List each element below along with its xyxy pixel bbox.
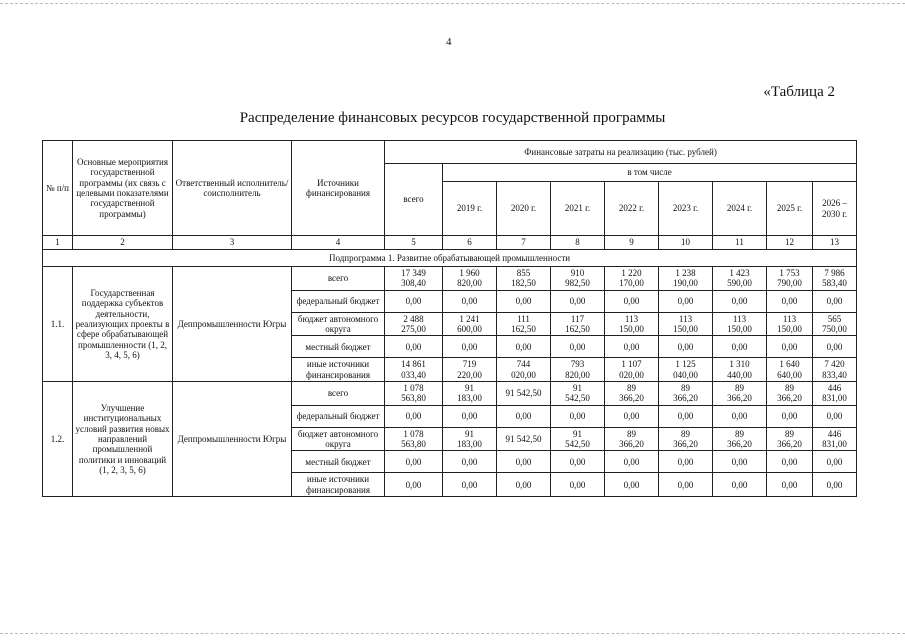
column-number: 12 (767, 236, 813, 250)
amount-year: 113 150,00 (605, 312, 659, 336)
amount-year: 91 542,50 (497, 382, 551, 406)
column-number: 3 (173, 236, 292, 250)
amount-year: 719 220,00 (443, 358, 497, 382)
subprogram-title: Подпрограмма 1. Развитие обрабатывающей промышленности (43, 250, 857, 267)
amount-year: 0,00 (551, 451, 605, 473)
amount-year: 0,00 (551, 336, 605, 358)
header-responsible: Ответственный исполнитель/ соисполнитель (173, 141, 292, 236)
funding-source: всего (292, 267, 385, 291)
amount-year: 0,00 (605, 451, 659, 473)
amount-year: 0,00 (497, 336, 551, 358)
amount-year: 0,00 (605, 473, 659, 497)
amount-year: 0,00 (767, 405, 813, 427)
amount-year: 0,00 (813, 336, 857, 358)
amount-year: 0,00 (813, 405, 857, 427)
amount-year: 0,00 (443, 336, 497, 358)
amount-year: 89 366,20 (767, 427, 813, 451)
amount-year: 0,00 (659, 336, 713, 358)
funding-source: всего (292, 382, 385, 406)
amount-year: 744 020,00 (497, 358, 551, 382)
amount-total: 0,00 (385, 405, 443, 427)
activity-name: Улучшение институциональных условий развития новых направлений промышленной политики и инноваций (1, 2, 3, 5, 6) (73, 382, 173, 497)
amount-year: 0,00 (497, 405, 551, 427)
amount-year: 89 366,20 (713, 382, 767, 406)
column-number: 4 (292, 236, 385, 250)
funding-source: местный бюджет (292, 336, 385, 358)
amount-total: 1 078 563,80 (385, 382, 443, 406)
amount-year: 1 220 170,00 (605, 267, 659, 291)
scan-edge-bottom (0, 633, 905, 634)
column-number: 5 (385, 236, 443, 250)
amount-year: 1 310 440,00 (713, 358, 767, 382)
amount-year: 0,00 (659, 451, 713, 473)
amount-year: 113 150,00 (659, 312, 713, 336)
amount-total: 0,00 (385, 451, 443, 473)
amount-year: 1 241 600,00 (443, 312, 497, 336)
financing-table (42, 140, 857, 497)
activity-name: Государственная поддержка субъектов деятельности, реализующих проекты в сфере обрабатывающей промышленности (1, 2, 3, 4, 5, 6) (73, 267, 173, 382)
column-number: 11 (713, 236, 767, 250)
column-number: 6 (443, 236, 497, 250)
column-number: 9 (605, 236, 659, 250)
header-year: 2021 г. (551, 182, 605, 236)
amount-year: 0,00 (551, 405, 605, 427)
amount-total: 17 349 308,40 (385, 267, 443, 291)
header-year: 2020 г. (497, 182, 551, 236)
header-incl: в том числе (443, 164, 857, 182)
header-financing: Финансовые затраты на реализацию (тыс. рублей) (385, 141, 857, 164)
header-year: 2025 г. (767, 182, 813, 236)
amount-year: 1 753 790,00 (767, 267, 813, 291)
amount-year: 1 238 190,00 (659, 267, 713, 291)
header-year: 2026 – 2030 г. (813, 182, 857, 236)
column-number: 1 (43, 236, 73, 250)
amount-year: 117 162,50 (551, 312, 605, 336)
amount-year: 0,00 (713, 451, 767, 473)
amount-year: 0,00 (659, 473, 713, 497)
activity-number: 1.2. (43, 382, 73, 497)
amount-year: 0,00 (713, 336, 767, 358)
amount-year: 113 150,00 (767, 312, 813, 336)
amount-total: 2 488 275,00 (385, 312, 443, 336)
header-total: всего (385, 164, 443, 236)
amount-year: 446 831,00 (813, 427, 857, 451)
amount-year: 0,00 (605, 405, 659, 427)
header-no: № п/п (43, 141, 73, 236)
funding-source: иные источники финансирования (292, 358, 385, 382)
amount-year: 89 366,20 (767, 382, 813, 406)
amount-year: 0,00 (551, 473, 605, 497)
column-number: 2 (73, 236, 173, 250)
funding-source: бюджет автономного округа (292, 427, 385, 451)
funding-source: местный бюджет (292, 451, 385, 473)
amount-total: 0,00 (385, 473, 443, 497)
amount-year: 0,00 (813, 473, 857, 497)
amount-year: 7 986 583,40 (813, 267, 857, 291)
amount-year: 0,00 (497, 473, 551, 497)
amount-year: 0,00 (443, 473, 497, 497)
amount-year: 91 542,50 (497, 427, 551, 451)
amount-year: 0,00 (659, 290, 713, 312)
amount-year: 91 183,00 (443, 382, 497, 406)
column-number: 13 (813, 236, 857, 250)
amount-year: 855 182,50 (497, 267, 551, 291)
amount-year: 0,00 (605, 336, 659, 358)
amount-year: 446 831,00 (813, 382, 857, 406)
amount-year: 91 542,50 (551, 382, 605, 406)
amount-year: 910 982,50 (551, 267, 605, 291)
amount-year: 89 366,20 (605, 382, 659, 406)
amount-year: 1 107 020,00 (605, 358, 659, 382)
amount-year: 0,00 (713, 290, 767, 312)
amount-year: 89 366,20 (605, 427, 659, 451)
header-year: 2024 г. (713, 182, 767, 236)
amount-year: 0,00 (767, 473, 813, 497)
scan-edge-top (0, 3, 905, 4)
amount-year: 793 820,00 (551, 358, 605, 382)
table-row (43, 382, 857, 406)
amount-year: 0,00 (443, 451, 497, 473)
amount-year: 91 542,50 (551, 427, 605, 451)
amount-year: 91 183,00 (443, 427, 497, 451)
amount-year: 0,00 (813, 290, 857, 312)
amount-year: 0,00 (443, 405, 497, 427)
responsible-executor: Деппромышленности Югры (173, 382, 292, 497)
amount-year: 1 423 590,00 (713, 267, 767, 291)
amount-year: 89 366,20 (659, 382, 713, 406)
amount-total: 14 861 033,40 (385, 358, 443, 382)
amount-year: 565 750,00 (813, 312, 857, 336)
amount-year: 0,00 (605, 290, 659, 312)
amount-year: 7 420 833,40 (813, 358, 857, 382)
amount-year: 0,00 (767, 290, 813, 312)
funding-source: бюджет автономного округа (292, 312, 385, 336)
amount-year: 1 125 040,00 (659, 358, 713, 382)
amount-year: 0,00 (443, 290, 497, 312)
amount-year: 0,00 (713, 473, 767, 497)
header-year: 2022 г. (605, 182, 659, 236)
page-number: 4 (446, 36, 452, 48)
amount-year: 111 162,50 (497, 312, 551, 336)
document-title: Распределение финансовых ресурсов государственной программы (239, 110, 666, 126)
table-row (43, 267, 857, 291)
column-numbering-row (43, 236, 857, 250)
amount-year: 0,00 (551, 290, 605, 312)
amount-year: 113 150,00 (713, 312, 767, 336)
amount-year: 89 366,20 (659, 427, 713, 451)
amount-year: 0,00 (713, 405, 767, 427)
table-caption: «Таблица 2 (763, 84, 835, 100)
subprogram-row (43, 250, 857, 267)
amount-year: 0,00 (497, 290, 551, 312)
activity-number: 1.1. (43, 267, 73, 382)
amount-year: 0,00 (813, 451, 857, 473)
table-body (43, 250, 857, 497)
amount-year: 1 960 820,00 (443, 267, 497, 291)
amount-year: 0,00 (767, 336, 813, 358)
funding-source: иные источники финансирования (292, 473, 385, 497)
amount-year: 1 640 640,00 (767, 358, 813, 382)
funding-source: федеральный бюджет (292, 290, 385, 312)
header-year: 2019 г. (443, 182, 497, 236)
amount-total: 1 078 563,80 (385, 427, 443, 451)
header-year: 2023 г. (659, 182, 713, 236)
amount-year: 0,00 (767, 451, 813, 473)
responsible-executor: Деппромышленности Югры (173, 267, 292, 382)
amount-total: 0,00 (385, 336, 443, 358)
column-number: 8 (551, 236, 605, 250)
amount-total: 0,00 (385, 290, 443, 312)
column-number: 10 (659, 236, 713, 250)
amount-year: 89 366,20 (713, 427, 767, 451)
amount-year: 0,00 (659, 405, 713, 427)
header-activity: Основные мероприятия государственной программы (их связь с целевыми показателями государственной программы) (73, 141, 173, 236)
header-sources: Источники финансирования (292, 141, 385, 236)
amount-year: 0,00 (497, 451, 551, 473)
funding-source: федеральный бюджет (292, 405, 385, 427)
column-number: 7 (497, 236, 551, 250)
